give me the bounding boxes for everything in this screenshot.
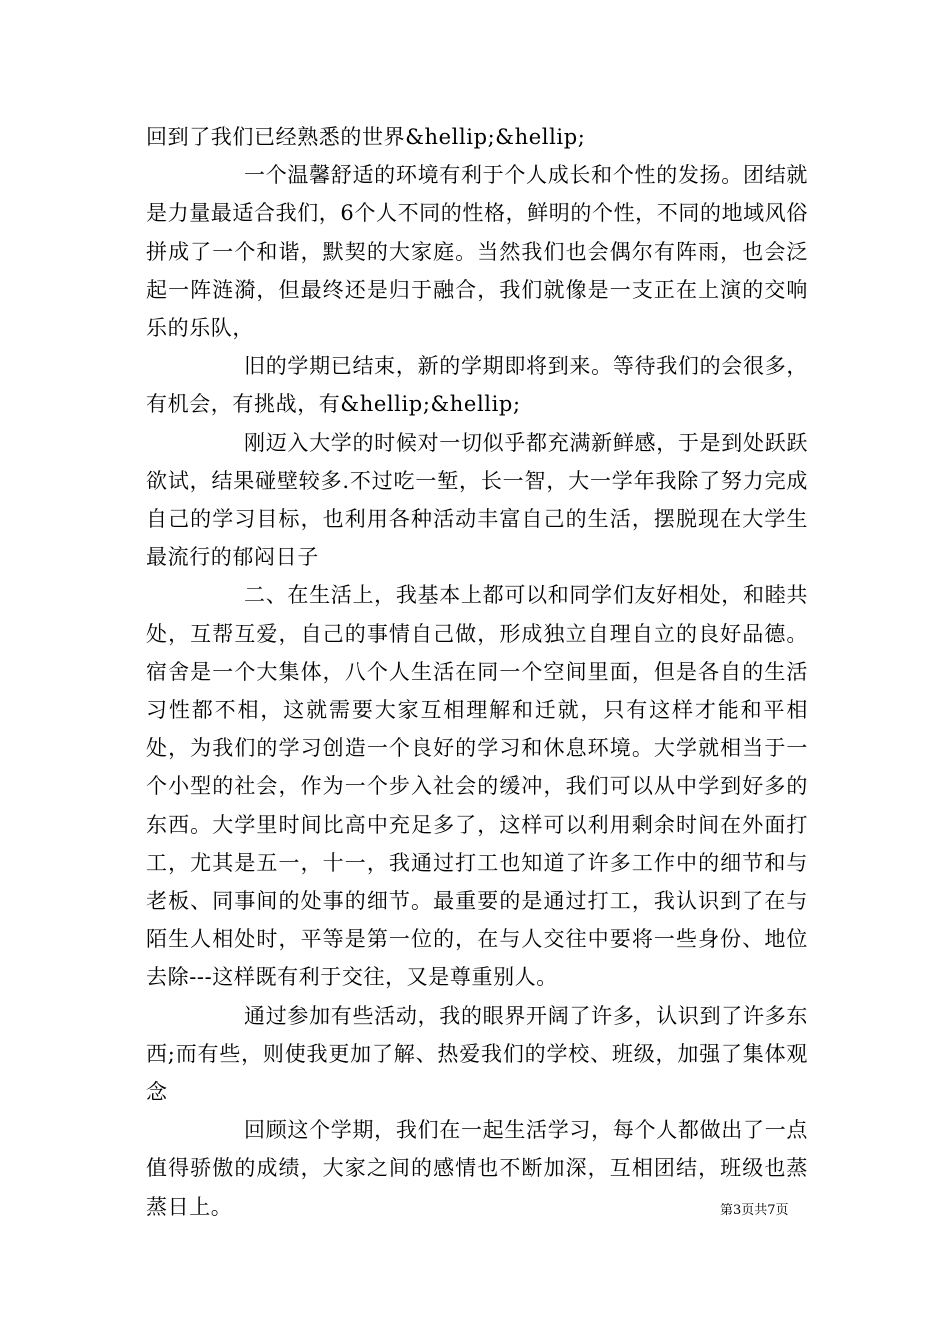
paragraph-environment: 一个温馨舒适的环境有利于个人成长和个性的发扬。团结就是力量最适合我们，6个人不同的性格，鲜明的个性，不同的地域风俗拼成了一个和谐，默契的大家庭。当然我们也会偶尔有阵雨，也会泛起一阵涟漪，但最终还是归于融合，我们就像是一支正在上演的交响乐的乐队， [146, 163, 808, 341]
paragraph-life: 二、在生活上，我基本上都可以和同学们友好相处，和睦共处，互帮互爱，自己的事情自己做，形成独立自理自立的良好品德。宿舍是一个大集体，八个人生活在同一个空间里面，但是各自的生活习性都不相，这就需要大家互相理解和迁就，只有这样才能和平相处，为我们的学习创造一个良好的学习和休息环境。大学就相当于一个小型的社会，作为一个步入社会的缓冲，我们可以从中学到好多的东西。大学里时间比高中充足多了，这样可以利用剩余时间在外面打工，尤其是五一，十一，我通过打工也知道了许多工作中的细节和与老板、同事间的处事的细节。最重要的是通过打工，我认识到了在与陌生人相处时，平等是第一位的，在与人交往中要将一些身份、地位去除---这样既有利于交往，又是尊重别人。 [146, 583, 808, 990]
paragraph-review: 回顾这个学期，我们在一起生活学习，每个人都做出了一点值得骄傲的成绩，大家之间的感情也不断加深，互相团结，班级也蒸蒸日上。 [146, 1118, 808, 1219]
page-number: 第3页共7页 [720, 1203, 789, 1218]
document-body [146, 118, 808, 1226]
paragraph-continuation: 回到了我们已经熟悉的世界&hellip;&hellip; [146, 125, 586, 149]
paragraph-activities: 通过参加有些活动，我的眼界开阔了许多，认识到了许多东西;而有些，则使我更加了解、热爱我们的学校、班级，加强了集体观念 [146, 1003, 808, 1105]
paragraph-university-start: 刚迈入大学的时候对一切似乎都充满新鲜感，于是到处跃跃欲试，结果碰壁较多.不过吃一堑，长一智，大一学年我除了努力完成自己的学习目标，也利用各种活动丰富自己的生活，摆脱现在大学生最流行的郁闷日子 [146, 430, 808, 570]
paragraph-new-semester: 旧的学期已结束，新的学期即将到来。等待我们的会很多，有机会，有挑战，有&hellip;&hellip; [146, 354, 808, 417]
